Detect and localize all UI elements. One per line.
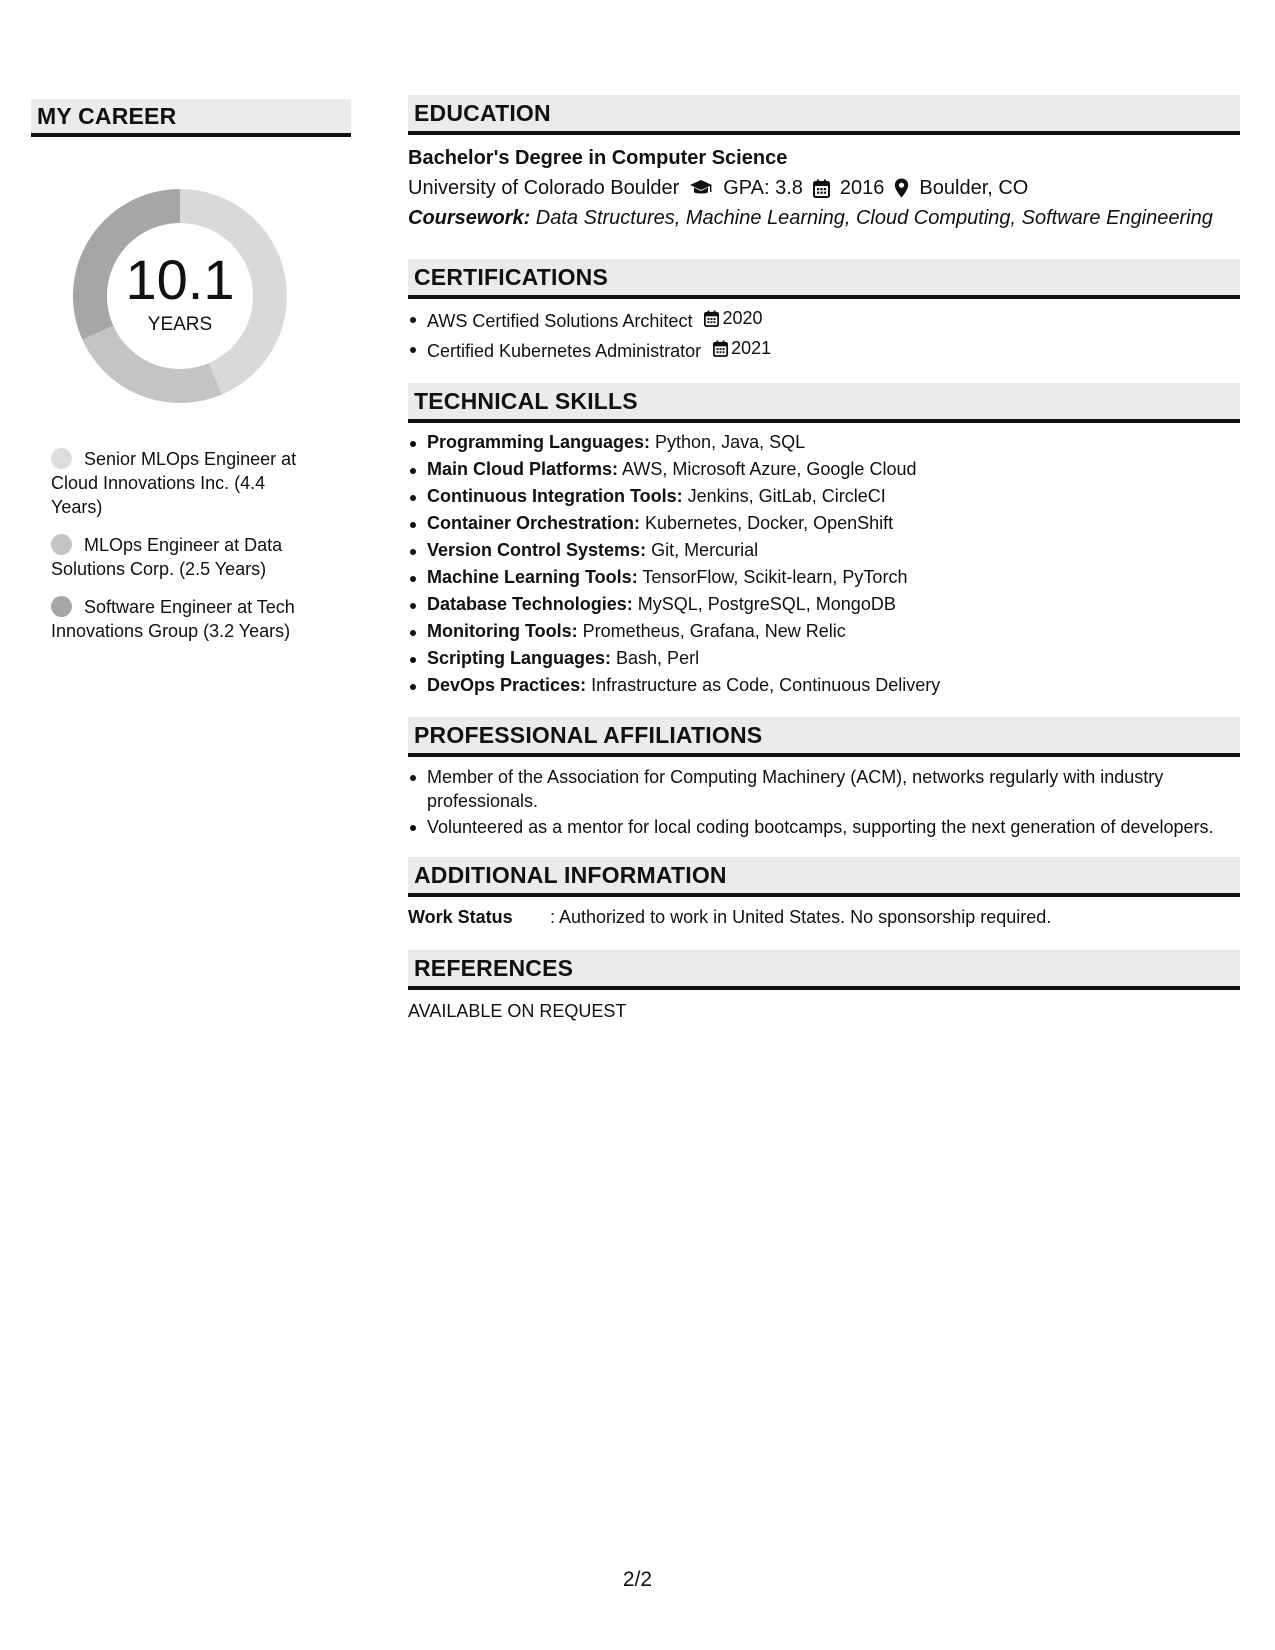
skill-item (408, 645, 1240, 672)
legend-dot (51, 534, 72, 555)
donut-center (65, 181, 295, 411)
skill-value: AWS, Microsoft Azure, Google Cloud (618, 459, 917, 479)
school-name: University of Colorado Boulder (408, 177, 680, 199)
work-status-label: Work Status (408, 907, 513, 927)
career-legend (31, 447, 321, 643)
skill-value: Bash, Perl (611, 648, 700, 668)
skill-value: Infrastructure as Code, Continuous Delivery (586, 675, 941, 695)
map-pin-icon (894, 178, 909, 198)
work-status-value: : Authorized to work in United States. No sponsorship required. (550, 907, 1052, 927)
education-details (408, 173, 1240, 203)
skill-item (408, 672, 1240, 699)
calendar-icon (713, 340, 728, 357)
skill-item (408, 429, 1240, 456)
skill-label: Continuous Integration Tools: (427, 486, 683, 506)
skill-label: Version Control Systems: (427, 540, 647, 560)
cert-date (713, 335, 771, 362)
legend-item (51, 447, 321, 519)
education-location: Boulder, CO (919, 177, 1029, 199)
career-column (31, 99, 351, 657)
list-item (408, 305, 1240, 335)
skill-label: Monitoring Tools: (427, 621, 578, 641)
degree-title: Bachelor's Degree in Computer Science (408, 147, 788, 169)
legend-label: Software Engineer at Tech Innovations Group (3.2 Years) (51, 597, 295, 641)
education-heading: EDUCATION (408, 95, 1240, 135)
cert-date (704, 305, 762, 332)
skill-label: Container Orchestration: (427, 513, 641, 533)
certifications-list (408, 305, 1240, 365)
career-donut-chart (65, 181, 295, 411)
list-item: Member of the Association for Computing Machinery (ACM), networks regularly with industry professionals. (408, 765, 1240, 813)
skill-value: TensorFlow, Scikit-learn, PyTorch (637, 567, 908, 587)
skill-label: Main Cloud Platforms: (427, 459, 619, 479)
total-years-value: 10.1 (125, 248, 235, 311)
skills-list (408, 429, 1240, 699)
affiliations-list (408, 765, 1240, 839)
affiliations-heading: PROFESSIONAL AFFILIATIONS (408, 717, 1240, 757)
cert-name: Certified Kubernetes Administrator (427, 341, 702, 361)
cert-year: 2021 (731, 338, 772, 358)
skill-item (408, 591, 1240, 618)
skill-item (408, 618, 1240, 645)
skill-value: MySQL, PostgreSQL, MongoDB (632, 594, 896, 614)
references-text: AVAILABLE ON REQUEST (408, 1001, 627, 1021)
skill-value: Git, Mercurial (646, 540, 759, 560)
coursework-list: Data Structures, Machine Learning, Cloud Computing, Software Engineering (530, 207, 1213, 229)
skills-heading: TECHNICAL SKILLS (408, 383, 1240, 423)
total-years-unit: YEARS (147, 314, 213, 335)
legend-label: MLOps Engineer at Data Solutions Corp. (2.5 Years) (51, 535, 283, 579)
list-item (408, 335, 1240, 365)
skill-item (408, 537, 1240, 564)
legend-label: Senior MLOps Engineer at Cloud Innovations Inc. (4.4 Years) (51, 449, 297, 517)
main-column (408, 95, 1240, 1024)
cert-name: AWS Certified Solutions Architect (427, 311, 693, 331)
skill-value: Prometheus, Grafana, New Relic (577, 621, 846, 641)
graduation-cap-icon (689, 179, 713, 197)
graduation-year: 2016 (839, 177, 885, 199)
additional-heading: ADDITIONAL INFORMATION (408, 857, 1240, 897)
references-heading: REFERENCES (408, 950, 1240, 990)
skill-label: Programming Languages: (427, 432, 651, 452)
certifications-heading: CERTIFICATIONS (408, 259, 1240, 299)
work-status-row (408, 904, 1240, 930)
skill-item (408, 456, 1240, 483)
career-heading: MY CAREER (31, 99, 351, 137)
skill-value: Jenkins, GitLab, CircleCI (682, 486, 886, 506)
calendar-icon (813, 179, 830, 198)
coursework (408, 203, 1240, 233)
list-item: Volunteered as a mentor for local coding bootcamps, supporting the next generation of developers. (408, 815, 1240, 839)
skill-value: Kubernetes, Docker, OpenShift (640, 513, 894, 533)
skill-value: Python, Java, SQL (650, 432, 806, 452)
cert-year: 2020 (722, 308, 763, 328)
skill-item (408, 564, 1240, 591)
legend-dot (51, 596, 72, 617)
coursework-label: Coursework: (408, 207, 531, 229)
skill-label: Machine Learning Tools: (427, 567, 638, 587)
calendar-icon (704, 310, 719, 327)
page-number: 2/2 (622, 1568, 653, 1591)
gpa-value: GPA: 3.8 (723, 177, 803, 199)
skill-label: Scripting Languages: (427, 648, 612, 668)
skill-item (408, 510, 1240, 537)
skill-label: Database Technologies: (427, 594, 633, 614)
legend-item (51, 533, 321, 581)
legend-item (51, 595, 321, 643)
skill-item (408, 483, 1240, 510)
legend-dot (51, 448, 72, 469)
skill-label: DevOps Practices: (427, 675, 587, 695)
